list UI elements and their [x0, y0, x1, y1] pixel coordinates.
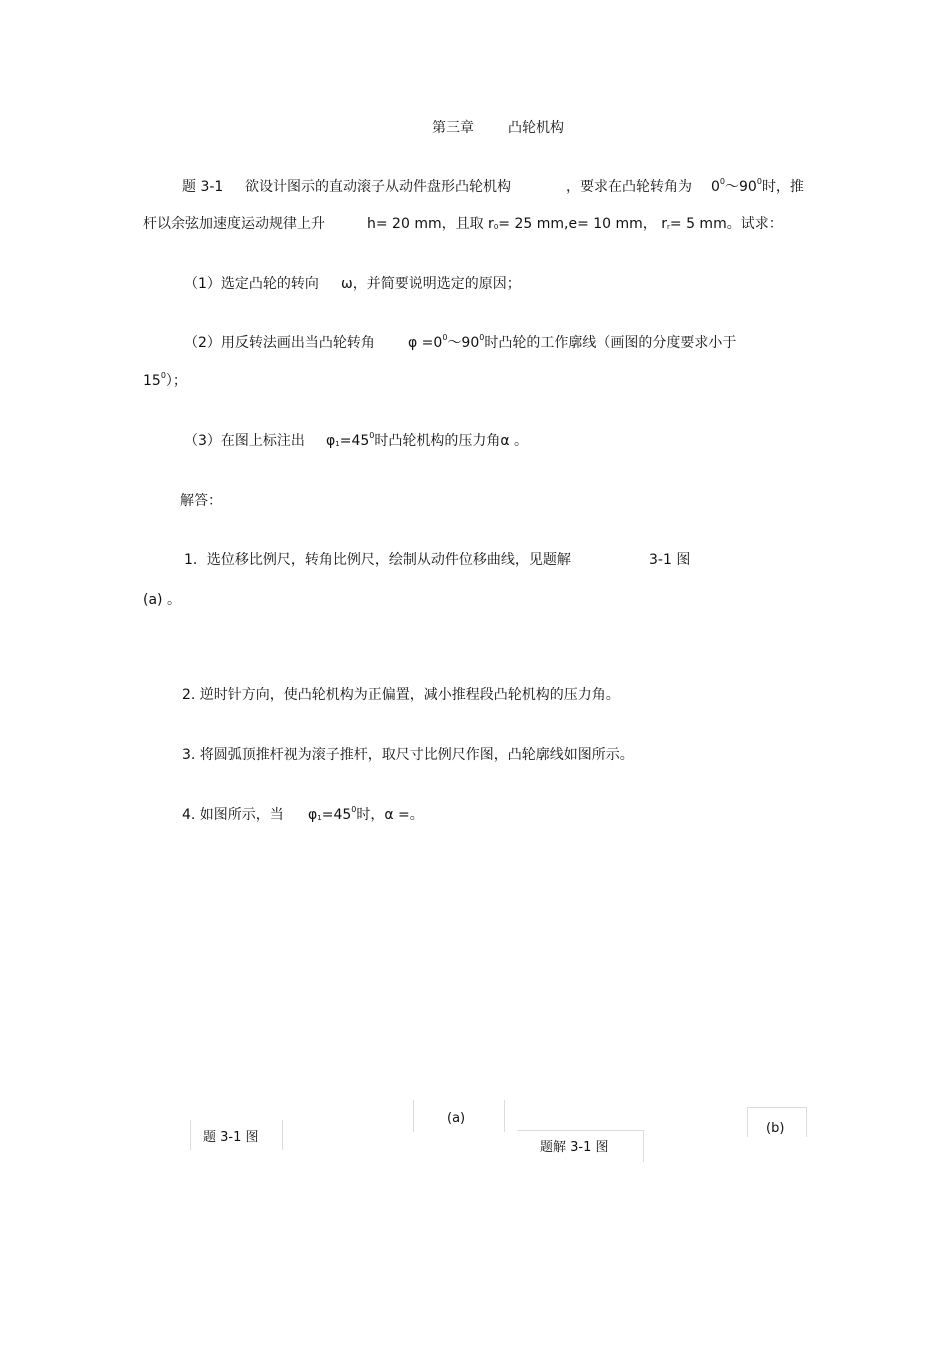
answer-4-label: 4. 如图所示，当 [182, 807, 284, 823]
degree-mark: 0 [756, 177, 762, 186]
frame-line [190, 1120, 191, 1150]
frame-line [282, 1120, 283, 1150]
answer-heading: 解答： [180, 493, 222, 509]
phi-symbol: φ [326, 433, 336, 449]
angle-45: =45 [339, 433, 370, 449]
frame-line [643, 1130, 644, 1162]
angle-end: ～90 [725, 179, 757, 195]
figure-caption-b: (b) [766, 1121, 785, 1136]
degree-mark: 0 [442, 333, 448, 342]
problem-text-line1b: ，要求在凸轮转角为 [566, 179, 692, 195]
question-2-label: （2）用反转法画出当凸轮转角 [184, 335, 375, 351]
angle-start: 0 [711, 179, 720, 195]
problem-label: 题 3-1 [182, 179, 224, 195]
param-rr-ask: = 5 mm。试求： [669, 216, 783, 232]
subscript-1: 1 [317, 814, 322, 822]
param-h-r0: h= 20 mm，且取 r [367, 216, 494, 232]
question-1-text: ω，并简要说明选定的原因； [341, 276, 521, 292]
degree-mark: 0 [369, 431, 375, 440]
chapter-number: 第三章 [432, 120, 474, 136]
degree-mark: 0 [351, 805, 357, 814]
question-3-rest: 时凸轮机构的压力角α 。 [374, 433, 529, 449]
subscript-0: 0 [493, 223, 499, 231]
subscript-1: 1 [335, 440, 340, 448]
question-2-end: ）； [165, 373, 187, 389]
question-2-text [408, 333, 737, 351]
answer-1-text: 1．选位移比例尺，转角比例尺，绘制从动件位移曲线，见题解 [184, 552, 571, 568]
figure-caption-a: (a) [447, 1111, 466, 1126]
problem-params [367, 217, 783, 231]
answer-2-text: 2. 逆时针方向，使凸轮机构为正偏置，减小推程段凸轮机构的压力角。 [182, 687, 620, 703]
frame-line [517, 1130, 643, 1131]
question-2-rest: 时凸轮的工作廓线（画图的分度要求小于 [484, 335, 737, 351]
frame-line [504, 1100, 505, 1132]
degree-mark: 0 [160, 371, 166, 380]
frame-line [747, 1107, 806, 1108]
figure-caption-solution: 题解 3-1 图 [540, 1140, 609, 1155]
question-2-cont [143, 371, 187, 389]
problem-text-line2a: 杆以余弦加速度运动规律上升 [143, 216, 325, 232]
degree-mark: 0 [719, 177, 726, 186]
frame-line [747, 1107, 748, 1137]
answer-4-text [308, 805, 424, 823]
question-3-label: （3）在图上标注出 [184, 433, 305, 449]
angle-45: =45 [321, 807, 352, 823]
problem-angle-range [711, 177, 804, 195]
frame-line [806, 1107, 807, 1137]
problem-text-line1e: 时，推 [761, 179, 804, 195]
answer-3-text: 3. 将圆弧顶推杆视为滚子推杆，取尺寸比例尺作图，凸轮廓线如图所示。 [182, 747, 634, 763]
chapter-title: 凸轮机构 [508, 120, 564, 136]
subscript-r: r [667, 223, 670, 231]
degree-mark: 0 [479, 333, 485, 342]
question-3-text [326, 431, 529, 449]
angle-end: ～90 [447, 335, 480, 351]
answer-1-cont: (a) 。 [143, 592, 181, 608]
question-1-label: （1）选定凸轮的转向 [184, 276, 319, 292]
phi-symbol: φ [308, 807, 318, 823]
answer-4-rest: 时，α =。 [356, 807, 424, 823]
frame-line [413, 1100, 414, 1132]
param-r0-e-rr: = 25 mm,e= 10 mm， r [498, 216, 667, 232]
problem-text-line1a: 欲设计图示的直动滚子从动件盘形凸轮机构 [245, 179, 511, 195]
figure-caption-problem: 题 3-1 图 [203, 1130, 259, 1145]
answer-1-figref: 3-1 图 [649, 552, 691, 568]
phi-eq: φ =0 [408, 335, 443, 351]
angle-15: 15 [143, 373, 161, 389]
